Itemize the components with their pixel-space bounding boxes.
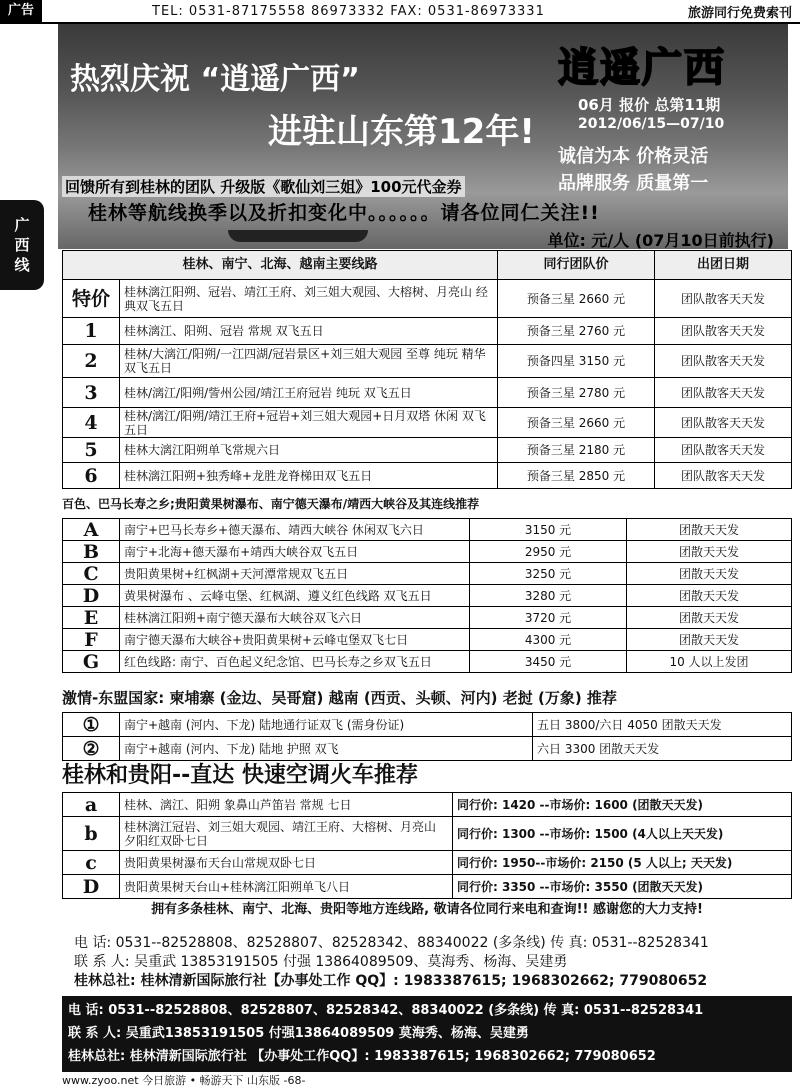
row-num: c <box>63 851 120 875</box>
table-row <box>63 280 792 318</box>
row-date: 团队散客天天发 <box>655 280 792 318</box>
row-price: 预备三星 2660 元 <box>498 280 655 318</box>
slogan-line: 拥有多条桂林、南宁、北海、贵阳等地方连线路, 敬请各位同行来电和查询!! 感谢您的大力支持! <box>151 902 703 917</box>
row-price: 预备三星 2180 元 <box>498 438 655 463</box>
unit-text: 单位: 元/人 (07月10日前执行) <box>547 231 774 249</box>
row-num: 2 <box>63 345 120 378</box>
row-date: 团队散客天天发 <box>655 345 792 378</box>
side-tab-char: 线 <box>14 256 30 274</box>
index-text: 旅游同行免费索刊 <box>687 5 792 21</box>
table-row <box>63 519 792 541</box>
row-route: 南宁+越南 (河内、下龙) 陆地通行证双飞 (需身份证) <box>120 713 533 737</box>
row-route: 桂林漓江阳朔+独秀峰+龙胜龙脊梯田双飞五日 <box>120 463 498 489</box>
contact-agency: 桂林总社: 桂林清新国际旅行社【办事处工作 QQ】: 1983387615; 1968302662; 779080652 <box>74 973 708 989</box>
footer-contact <box>62 996 792 1072</box>
row-date: 团队散客天天发 <box>655 463 792 489</box>
row-date: 团散天天发 <box>627 563 792 585</box>
table-asean-routes <box>62 712 792 761</box>
table-row <box>63 713 792 737</box>
table-row <box>63 851 792 875</box>
row-route: 南宁+巴马长寿乡+德天瀑布、靖西大峡谷 休闲双飞六日 <box>120 519 470 541</box>
table-row <box>63 408 792 438</box>
row-price: 3450 元 <box>470 651 627 673</box>
issue-date: 2012/06/15—07/10 <box>578 116 725 132</box>
row-num: 1 <box>63 318 120 345</box>
row-price: 3280 元 <box>470 585 627 607</box>
row-route: 桂林漓江阳朔、冠岩、靖江王府、刘三姐大观园、大榕树、月亮山 经典双飞五日 <box>120 280 498 318</box>
col-header-price: 同行团队价 <box>498 251 655 280</box>
side-tab-char: 西 <box>14 236 30 254</box>
slogan-1: 诚信为本 价格灵活 <box>558 146 709 167</box>
row-price: 预备三星 2850 元 <box>498 463 655 489</box>
row-price: 同行价: 1300 --市场价: 1500 (4人以上天天发) <box>453 817 792 851</box>
row-info: 六日 3300 团散天天发 <box>533 737 792 761</box>
table-row <box>63 378 792 408</box>
table-row <box>63 541 792 563</box>
row-date: 团散天天发 <box>627 607 792 629</box>
row-route: 桂林/漓江/阳朔/靖江王府+冠岩+刘三姐大观园+日月双塔 休闲 双飞五日 <box>120 408 498 438</box>
row-date: 团散天天发 <box>627 519 792 541</box>
banner-title-1: 热烈庆祝 “逍遥广西” <box>70 62 360 97</box>
row-num: ② <box>63 737 120 761</box>
row-num: 4 <box>63 408 120 438</box>
table-row <box>63 629 792 651</box>
row-route: 南宁+越南 (河内、下龙) 陆地 护照 双飞 <box>120 737 533 761</box>
notice-text: 桂林等航线换季以及折扣变化中。。。。。。请各位同仁关注!! <box>88 202 600 224</box>
row-num: 6 <box>63 463 120 489</box>
row-route: 桂林漓江、阳朔、冠岩 常规 双飞五日 <box>120 318 498 345</box>
table-train-routes <box>62 792 792 899</box>
row-price: 同行价: 1950--市场价: 2150 (5 人以上; 天天发) <box>453 851 792 875</box>
section4-title: 桂林和贵阳--直达 快速空调火车推荐 <box>62 763 418 788</box>
contact-block <box>74 934 709 991</box>
row-num: E <box>63 607 120 629</box>
row-price: 3150 元 <box>470 519 627 541</box>
row-price: 3720 元 <box>470 607 627 629</box>
row-price: 4300 元 <box>470 629 627 651</box>
row-num: b <box>63 817 120 851</box>
table-row <box>63 875 792 899</box>
table-row <box>63 651 792 673</box>
row-num: a <box>63 793 120 817</box>
row-date: 10 人以上发团 <box>627 651 792 673</box>
footer-phone: 电 话: 0531--82528808、82528807、82528342、88340022 (多条线) 传 真: 0531--82528341 <box>68 1003 704 1018</box>
row-date: 团散天天发 <box>627 629 792 651</box>
boat-silhouette <box>228 230 368 242</box>
row-route: 南宁德天瀑布大峡谷+贵阳黄果树+云峰屯堡双飞七日 <box>120 629 470 651</box>
tel-fax: TEL: 0531-87175558 86973332 FAX: 0531-86973331 <box>152 3 545 19</box>
row-date: 团散天天发 <box>627 585 792 607</box>
table-row <box>63 563 792 585</box>
table-row <box>63 585 792 607</box>
table-row <box>63 817 792 851</box>
side-tab <box>0 200 44 290</box>
table-row <box>63 345 792 378</box>
row-num: F <box>63 629 120 651</box>
col-header-route: 桂林、南宁、北海、越南主要线路 <box>63 251 498 280</box>
row-num: D <box>63 875 120 899</box>
row-route: 红色线路: 南宁、百色起义纪念馆、巴马长寿之乡双飞五日 <box>120 651 470 673</box>
row-price: 3250 元 <box>470 563 627 585</box>
row-route: 桂林漓江阳朔+南宁德天瀑布大峡谷双飞六日 <box>120 607 470 629</box>
row-num: B <box>63 541 120 563</box>
row-price: 预备四星 3150 元 <box>498 345 655 378</box>
footer-people: 联 系 人: 吴重武13853191505 付强13864089509 莫海秀、杨海、吴建勇 <box>68 1026 529 1041</box>
row-route: 桂林/漓江/阳朔/訾州公园/靖江王府冠岩 纯玩 双飞五日 <box>120 378 498 408</box>
table-row <box>63 737 792 761</box>
row-route: 桂林漓江冠岩、刘三姐大观园、靖江王府、大榕树、月亮山 夕阳红双卧七日 <box>120 817 453 851</box>
row-route: 贵阳黄果树+红枫湖+天河潭常规双飞五日 <box>120 563 470 585</box>
contact-phone: 电 话: 0531--82528808、82528807、82528342、88340022 (多条线) 传 真: 0531--82528341 <box>74 935 709 951</box>
col-header-date: 出团日期 <box>655 251 792 280</box>
side-tab-char: 广 <box>14 216 30 234</box>
table-main-routes <box>62 250 792 489</box>
row-date: 团队散客天天发 <box>655 438 792 463</box>
issue-info: 06月 报价 总第11期 <box>578 96 721 114</box>
banner <box>58 24 788 249</box>
row-date: 团队散客天天发 <box>655 408 792 438</box>
bottom-line: www.zyoo.net 今日旅游 • 畅游天下 山东版 -68- <box>62 1074 306 1087</box>
row-route: 贵阳黄果树天台山+桂林漓江阳朔单飞八日 <box>120 875 453 899</box>
table-row <box>63 318 792 345</box>
row-num: G <box>63 651 120 673</box>
top-bar <box>0 0 800 24</box>
row-route: 贵阳黄果树瀑布天台山常规双卧七日 <box>120 851 453 875</box>
row-route: 桂林、漓江、阳朔 象鼻山芦笛岩 常规 七日 <box>120 793 453 817</box>
row-num: C <box>63 563 120 585</box>
row-route: 黄果树瀑布 、云峰屯堡、红枫湖、遵义红色线路 双飞五日 <box>120 585 470 607</box>
table-row <box>63 438 792 463</box>
contact-people: 联 系 人: 吴重武 13853191505 付强 13864089509、莫海秀、杨海、吴建勇 <box>74 954 568 970</box>
row-route: 南宁+北海+德天瀑布+靖西大峡谷双飞五日 <box>120 541 470 563</box>
row-price: 同行价: 3350 --市场价: 3550 (团散天天发) <box>453 875 792 899</box>
row-price: 预备三星 2760 元 <box>498 318 655 345</box>
section3-title: 激情-东盟国家: 柬埔寨 (金边、吴哥窟) 越南 (西贡、头顿、河内) 老挝 (万象) 推荐 <box>62 689 617 707</box>
row-price: 预备三星 2660 元 <box>498 408 655 438</box>
row-num: ① <box>63 713 120 737</box>
slogan-2: 品牌服务 质量第一 <box>558 173 709 194</box>
row-route: 桂林/大漓江/阳朔/一江四湖/冠岩景区+刘三姐大观园 至尊 纯玩 精华双飞五日 <box>120 345 498 378</box>
row-price: 同行价: 1420 --市场价: 1600 (团散天天发) <box>453 793 792 817</box>
row-price: 预备三星 2780 元 <box>498 378 655 408</box>
row-info: 五日 3800/六日 4050 团散天天发 <box>533 713 792 737</box>
row-route: 桂林大漓江阳朔单飞常规六日 <box>120 438 498 463</box>
promo-text: 回馈所有到桂林的团队 升级版《歌仙刘三姐》100元代金券 <box>62 176 465 197</box>
table-row <box>63 607 792 629</box>
row-date: 团队散客天天发 <box>655 378 792 408</box>
table-row <box>63 793 792 817</box>
ad-tag: 广告 <box>0 0 42 22</box>
section2-title: 百色、巴马长寿之乡;贵阳黄果树瀑布、南宁德天瀑布/靖西大峡谷及其连线推荐 <box>62 497 480 511</box>
brand-logo: 逍遥广西 <box>558 45 726 91</box>
row-num: A <box>63 519 120 541</box>
row-num: 3 <box>63 378 120 408</box>
row-price: 2950 元 <box>470 541 627 563</box>
row-num: D <box>63 585 120 607</box>
banner-title-2: 进驻山东第12年! <box>268 112 535 152</box>
table-header <box>63 251 792 280</box>
row-num: 特价 <box>63 280 120 318</box>
table-secondary-routes <box>62 518 792 673</box>
row-date: 团散天天发 <box>627 541 792 563</box>
row-date: 团队散客天天发 <box>655 318 792 345</box>
table-row <box>63 463 792 489</box>
footer-agency: 桂林总社: 桂林清新国际旅行社 【办事处工作QQ】: 1983387615; 1968302662; 779080652 <box>68 1049 656 1064</box>
row-num: 5 <box>63 438 120 463</box>
